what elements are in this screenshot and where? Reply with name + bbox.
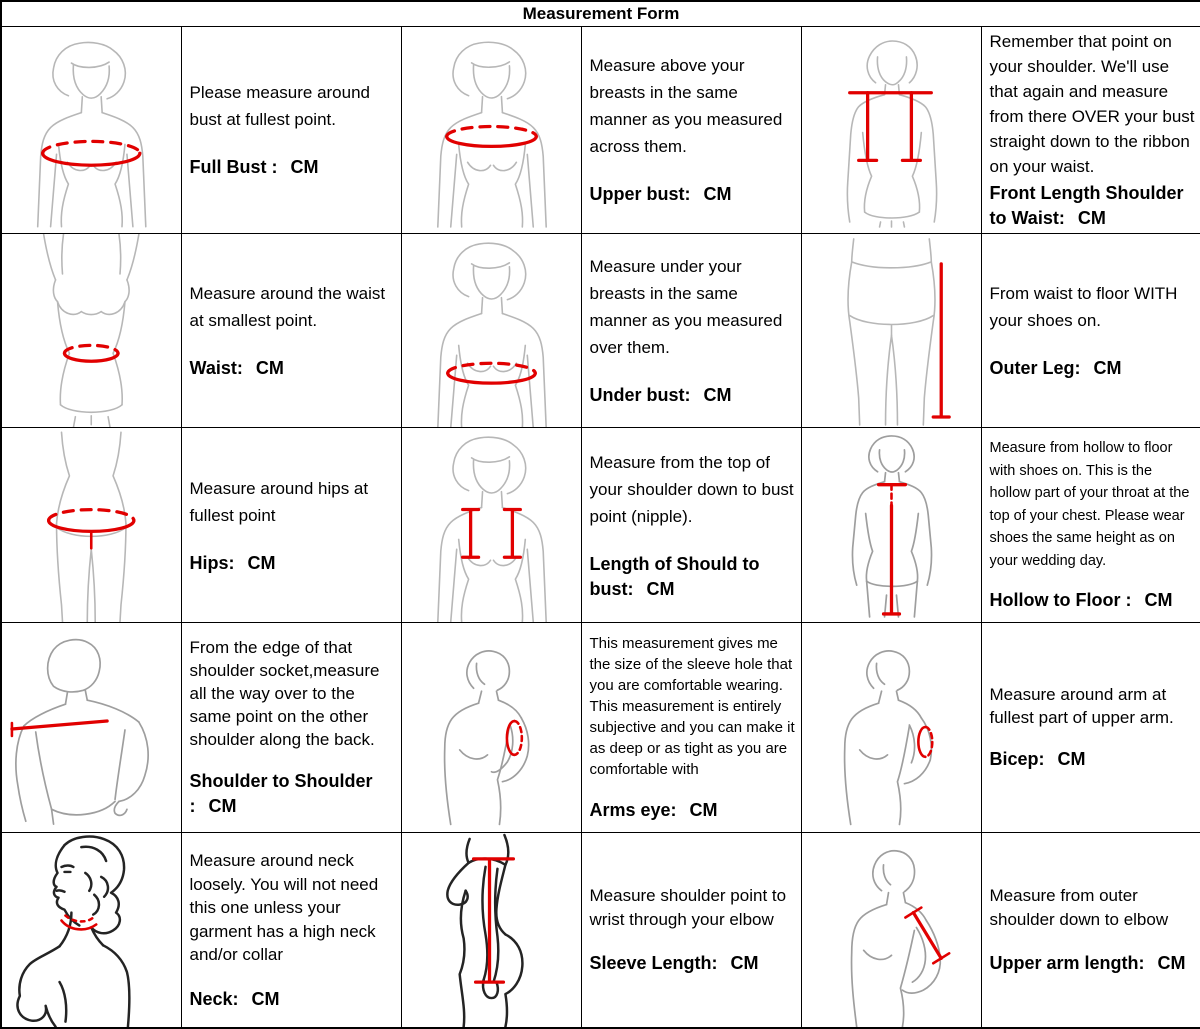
measurement-cell-waist bbox=[181, 233, 401, 428]
sleeve-length-figure bbox=[402, 833, 581, 1027]
measurement-unit: CM bbox=[1077, 207, 1106, 228]
measurement-label: Sleeve Length: CM bbox=[589, 953, 759, 974]
hollow-to-floor-figure bbox=[802, 428, 981, 622]
measurement-label: Upper bust: CM bbox=[589, 184, 732, 204]
measurement-description: Please measure around bust at fullest point. bbox=[189, 83, 371, 129]
measurement-label: Full Bust : CM bbox=[189, 157, 319, 177]
measurement-unit: CM bbox=[1157, 953, 1186, 974]
measurement-label: Hollow to Floor : CM bbox=[989, 590, 1173, 611]
neck-figure bbox=[2, 833, 181, 1027]
figure-cell bbox=[801, 833, 981, 1028]
figure-cell bbox=[401, 428, 581, 623]
figure-cell bbox=[401, 26, 581, 233]
figure-cell bbox=[401, 623, 581, 833]
measurement-description: From the edge of that shoulder socket,measure all the way over to the same point on the other shoulder along the back. bbox=[189, 638, 380, 750]
measurement-cell-hips bbox=[181, 428, 401, 623]
measurement-cell-upper-arm-length bbox=[981, 833, 1200, 1028]
measurement-description: Measure above your breasts in the same manner as you measured across them. bbox=[589, 56, 783, 156]
measurement-label: Bicep: CM bbox=[989, 749, 1086, 770]
under-bust-figure bbox=[402, 234, 581, 428]
measurement-unit: CM bbox=[1144, 590, 1173, 611]
measurement-label: Upper arm length: CM bbox=[989, 953, 1186, 974]
measurement-cell-shoulder-to-shoulder bbox=[181, 623, 401, 833]
measurement-unit: CM bbox=[646, 578, 675, 599]
measurement-unit: CM bbox=[1093, 357, 1122, 378]
arms-eye-figure bbox=[402, 623, 581, 832]
measurement-description: This measurement gives me the size of the sleeve hole that you are comfortable wearing. This measurement is entirely subjective and you can make it as deep or as tight as you are comfortable with bbox=[589, 634, 795, 778]
shoulder-to-shoulder-figure bbox=[2, 623, 181, 832]
hips-figure bbox=[2, 428, 181, 622]
front-length-figure bbox=[802, 27, 981, 233]
measurement-label: Length of Should to bust: CM bbox=[589, 553, 760, 599]
measurement-unit: CM bbox=[730, 953, 759, 974]
measurement-unit: CM bbox=[255, 357, 284, 378]
measurement-cell-neck bbox=[181, 833, 401, 1028]
measurement-description: From waist to floor WITH your shoes on. bbox=[989, 283, 1178, 330]
measurement-unit: CM bbox=[703, 184, 732, 204]
measurement-label: Under bust: CM bbox=[589, 384, 732, 405]
measurement-description: Measure from hollow to floor with shoes on. This is the hollow part of your throat at the top of your chest. Please wear shoes the same height as on your wedding day. bbox=[989, 440, 1190, 569]
measurement-unit: CM bbox=[251, 988, 280, 1009]
measurement-cell-front-length bbox=[981, 26, 1200, 233]
figure-cell bbox=[1, 233, 181, 428]
page-title: Measurement Form bbox=[1, 1, 1200, 26]
measurement-description: Measure around neck loosely. You will not need this one unless your garment has a high neck and/or collar bbox=[189, 851, 379, 965]
measurement-unit: CM bbox=[247, 552, 276, 573]
measurement-cell-under-bust bbox=[581, 233, 801, 428]
measurement-cell-outer-leg bbox=[981, 233, 1200, 428]
figure-cell bbox=[1, 623, 181, 833]
measurement-description: Measure around the waist at smallest point. bbox=[189, 283, 386, 330]
upper-bust-figure bbox=[402, 27, 581, 233]
measurement-unit: CM bbox=[290, 157, 319, 177]
waist-figure bbox=[2, 234, 181, 428]
measurement-description: Measure from outer shoulder down to elbow bbox=[989, 886, 1169, 929]
measurement-unit: CM bbox=[689, 799, 718, 820]
figure-cell bbox=[801, 623, 981, 833]
figure-cell bbox=[1, 833, 181, 1028]
measurement-label: Outer Leg: CM bbox=[989, 357, 1122, 378]
measurement-unit: CM bbox=[208, 796, 237, 817]
measurement-cell-sleeve-length bbox=[581, 833, 801, 1028]
measurement-cell-shoulder-to-bust bbox=[581, 428, 801, 623]
figure-cell bbox=[1, 26, 181, 233]
measurement-label: Hips: CM bbox=[189, 552, 276, 573]
figure-cell bbox=[401, 233, 581, 428]
measurement-description: Remember that point on your shoulder. We'll use that again and measure from there OVER your bust straight down to the ribbon on your waist. bbox=[989, 31, 1195, 176]
figure-cell bbox=[401, 833, 581, 1028]
outer-leg-figure bbox=[802, 234, 981, 428]
measurement-unit: CM bbox=[1057, 749, 1086, 770]
full-bust-figure bbox=[2, 27, 181, 233]
measurement-description: Measure shoulder point to wrist through your elbow bbox=[589, 886, 787, 929]
shoulder-to-bust-figure bbox=[402, 428, 581, 622]
measurement-description: Measure from the top of your shoulder down to bust point (nipple). bbox=[589, 452, 794, 526]
measurement-cell-hollow-to-floor bbox=[981, 428, 1200, 623]
measurement-label: Neck: CM bbox=[189, 988, 280, 1009]
measurement-cell-arms-eye bbox=[581, 623, 801, 833]
measurement-label: Shoulder to Shoulder : CM bbox=[189, 771, 373, 817]
bicep-figure bbox=[802, 623, 981, 832]
measurement-description: Measure around hips at fullest point bbox=[189, 478, 369, 525]
figure-cell bbox=[1, 428, 181, 623]
figure-cell bbox=[801, 26, 981, 233]
figure-cell bbox=[801, 233, 981, 428]
figure-cell bbox=[801, 428, 981, 623]
measurement-unit: CM bbox=[703, 384, 732, 405]
measurement-description: Measure under your breasts in the same manner as you measured over them. bbox=[589, 256, 783, 357]
upper-arm-length-figure bbox=[802, 833, 981, 1027]
measurement-cell-full-bust bbox=[181, 26, 401, 233]
measurement-cell-upper-bust bbox=[581, 26, 801, 233]
measurement-label: Arms eye: CM bbox=[589, 799, 718, 820]
measurement-label: Front Length Shoulder to Waist: CM bbox=[989, 182, 1184, 228]
measurement-description: Measure around arm at fullest part of upper arm. bbox=[989, 685, 1174, 728]
measurement-cell-bicep bbox=[981, 623, 1200, 833]
measurement-label: Waist: CM bbox=[189, 357, 284, 378]
